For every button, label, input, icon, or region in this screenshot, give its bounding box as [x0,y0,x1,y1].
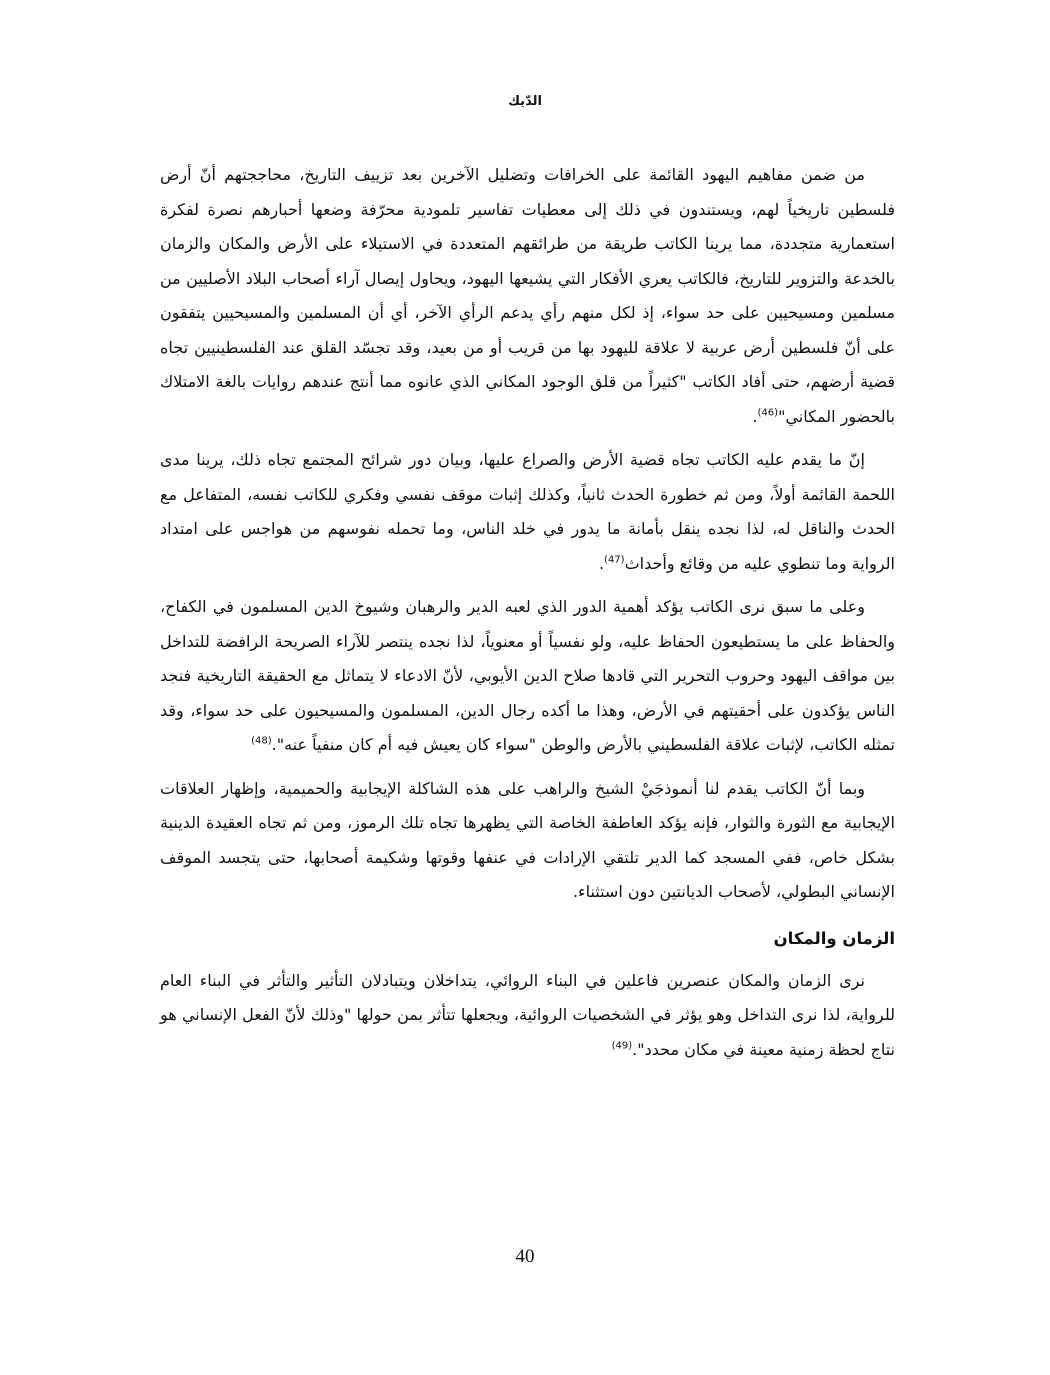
paragraph-text: نرى الزمان والمكان عنصرين فاعلين في البناء الروائي، يتداخلان ويتبادلان التأثير والتأثر في البناء العام للرواية، لذا نرى التداخل وهو يؤثر في الشخصيات الروائية، ويجعلها تتأثر بمن حولها "وذلك لأنّ الفعل الإنساني هو نتاج لحظة زمنية معينة في مكان محدد". [160,970,895,1059]
footnote-ref-48: (48) [251,735,272,747]
paragraph-text: إنّ ما يقدم عليه الكاتب تجاه قضية الأرض والصراع عليها، وبيان دور شرائح المجتمع تجاه ذلك، يرينا مدى اللحمة القائمة أولاً، ومن ثم خطورة الحدث ثانياً، وكذلك إثبات موقف نفسي وفكري للكاتب نفسه، المتفاعل مع الحدث والناقل له، لذا نجده ينقل بأمانة ما يدور في خلد الناس، وما تحمله نفوسهم من هواجس على امتداد الرواية وما تنطوي عليه من وقائع وأحداث [160,450,895,573]
running-header: الدّيك [508,94,542,109]
paragraph-end: . [752,406,758,426]
footnote-ref-47: (47) [604,554,625,566]
paragraph-3 [160,590,895,763]
paragraph-4 [160,772,895,910]
paragraph-text: وعلى ما سبق نرى الكاتب يؤكد أهمية الدور الذي لعبه الدير والرهبان وشيوخ الدين المسلمون في الكفاح، والحفاظ على ما يستطيعون الحفاظ عليه، ولو نفسياً أو معنوياً، لذا نجده ينتصر للآراء الصريحة الرافضة للتداخل بين مواقف اليهود وحروب التحرير التي قادها صلاح الدين الأيوبي، لأنّ الادعاء لا يتماثل مع الحقيقة التاريخية فنجد الناس يؤكدون على أحقيتهم في الأرض، وهذا ما أكده رجال الدين، المسلمون والمسيحيون على حد سواء، وقد تمثله الكاتب، لإثبات علاقة الفلسطيني بالأرض والوطن "سواء كان يعيش فيه أم كان منفياً عنه". [160,597,895,754]
body-text [160,158,895,1076]
section-paragraph [160,964,895,1068]
paragraph-text: وبما أنّ الكاتب يقدم لنا أنموذجَيْ الشيخ والراهب على هذه الشاكلة الإيجابية والحميمية، وإظهار العلاقات الإيجابية مع الثورة والثوار، فإنه يؤكد العاطفة الخاصة التي يظهرها تجاه تلك الرموز، ومن ثم تجاه العقيدة الدينية بشكل خاص، ففي المسجد كما الدير تلتقي الإرادات في عنفها وقوتها وشكيمة أصحابها، حتى يتجسد الموقف الإنساني البطولي، لأصحاب الديانتين دون استثناء. [160,778,895,901]
paragraph-1 [160,158,895,434]
paragraph-2 [160,443,895,581]
footnote-ref-49: (49) [611,1040,633,1052]
section-heading: الزمان والمكان [773,928,895,948]
paragraph-end: . [598,553,605,573]
page-number: 40 [515,1246,535,1267]
paragraph-text: من ضمن مفاهيم اليهود القائمة على الخرافات وتضليل الآخرين بعد تزييف التاريخ، محاججتهم أنّ أرض فلسطين تاريخياً لهم، ويستندون في ذلك إلى معطيات تفاسير تلمودية محرّفة وضعها أحبارهم نصرة لفكرة استعمارية متجددة، مما يرينا الكاتب طريقة من طرائقهم المتعددة في الاستيلاء على الأرض والمكان والزمان بالخدعة والتزوير للتاريخ، فالكاتب يعري الأفكار التي يشيعها اليهود، ويحاول إيصال آراء أصحاب البلاد الأصليين من مسلمين ومسيحيين على حد سواء، إذ لكل منهم رأي يدعم الرأي الآخر، أي أن المسلمين والمسيحيين يتفقون على أنّ فلسطين أرض عربية لا علاقة لليهود بها من قريب أو من بعيد، وقد تجسّد القلق عند الفلسطينيين تجاه قضية أرضهم، حتى أفاد الكاتب "كثيراً من قلق الوجود المكاني الذي عانوه مما أنتج عندهم روايات بالغة الامتلاك بالحضور المكاني" [160,165,895,426]
footnote-ref-46: (46) [757,407,779,419]
